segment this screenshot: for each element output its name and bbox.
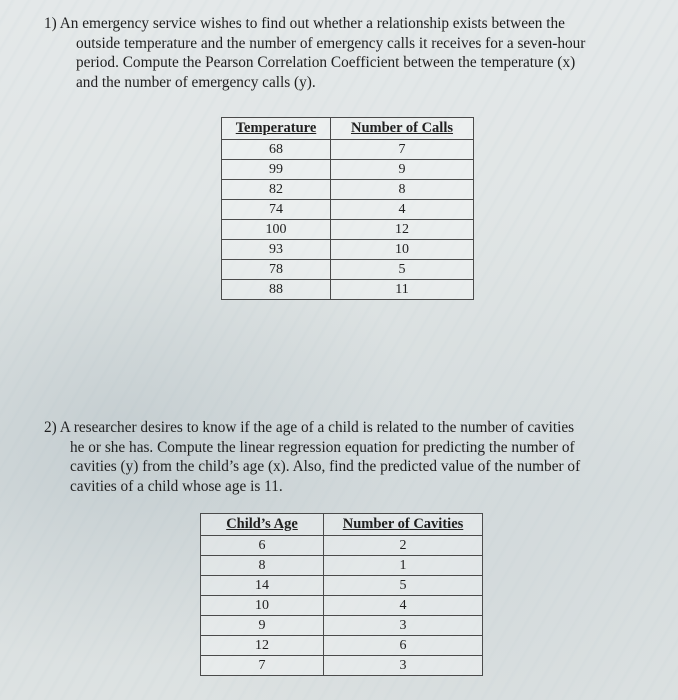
problem-1-text — [44, 14, 664, 92]
temperature-cell: 68 — [222, 140, 331, 160]
age-cell: 6 — [201, 536, 324, 556]
table-row — [222, 160, 474, 180]
column-header-temperature: Temperature — [222, 118, 331, 140]
table-row — [201, 596, 483, 616]
calls-cell: 8 — [331, 180, 474, 200]
table-row — [201, 556, 483, 576]
table-row — [222, 240, 474, 260]
age-cell: 9 — [201, 616, 324, 636]
table-row — [201, 636, 483, 656]
age-cell: 14 — [201, 576, 324, 596]
table-header-row — [222, 118, 474, 140]
problem-2-line-2: he or she has. Compute the linear regression equation for predicting the number of — [70, 438, 575, 456]
table-row — [222, 140, 474, 160]
age-cavities-table — [200, 513, 483, 676]
table-row — [201, 536, 483, 556]
problem-1-paragraph — [44, 14, 664, 92]
problem-1-line-3: period. Compute the Pearson Correlation Coefficient between the temperature (x) — [76, 54, 576, 71]
calls-cell: 4 — [331, 200, 474, 220]
cavities-cell: 4 — [324, 596, 483, 616]
problem-1-line-4: and the number of emergency calls (y). — [76, 73, 316, 91]
calls-cell: 12 — [331, 220, 474, 240]
problem-1-line-1: 1) An emergency service wishes to find out whether a relationship exists between the — [44, 15, 565, 32]
age-cell: 10 — [201, 596, 324, 616]
temperature-cell: 74 — [222, 200, 331, 220]
age-cell: 12 — [201, 636, 324, 656]
cavities-cell: 6 — [324, 636, 483, 656]
age-cell: 8 — [201, 556, 324, 576]
table-row — [201, 656, 483, 676]
calls-cell: 9 — [331, 160, 474, 180]
calls-cell: 11 — [331, 280, 474, 300]
temperature-calls-table — [221, 117, 474, 300]
problem-2-text — [44, 418, 654, 496]
cavities-cell: 2 — [324, 536, 483, 556]
cavities-cell: 3 — [324, 616, 483, 636]
table-row — [201, 616, 483, 636]
calls-cell: 10 — [331, 240, 474, 260]
temperature-cell: 88 — [222, 280, 331, 300]
table-header-row — [201, 514, 483, 536]
problem-2-line-4: cavities of a child whose age is 11. — [70, 477, 283, 495]
problem-2-paragraph — [44, 418, 654, 496]
table-row — [201, 576, 483, 596]
column-header-number-of-calls: Number of Calls — [331, 118, 474, 140]
temperature-cell: 78 — [222, 260, 331, 280]
cavities-cell: 5 — [324, 576, 483, 596]
cavities-cell: 3 — [324, 656, 483, 676]
table-row — [222, 200, 474, 220]
calls-cell: 5 — [331, 260, 474, 280]
table-row — [222, 260, 474, 280]
table-row — [222, 180, 474, 200]
temperature-cell: 82 — [222, 180, 331, 200]
temperature-cell: 100 — [222, 220, 331, 240]
temperature-cell: 93 — [222, 240, 331, 260]
temperature-cell: 99 — [222, 160, 331, 180]
calls-cell: 7 — [331, 140, 474, 160]
column-header-number-of-cavities: Number of Cavities — [324, 514, 483, 536]
age-cell: 7 — [201, 656, 324, 676]
problem-2-line-3: cavities (y) from the child’s age (x). Also, find the predicted value of the number of — [70, 458, 581, 475]
problem-1-line-2: outside temperature and the number of emergency calls it receives for a seven-hour — [76, 34, 586, 52]
column-header-childs-age: Child’s Age — [201, 514, 324, 536]
table-row — [222, 280, 474, 300]
cavities-cell: 1 — [324, 556, 483, 576]
problem-2-line-1: 2) A researcher desires to know if the age of a child is related to the number of cavities — [44, 419, 575, 436]
table-row — [222, 220, 474, 240]
